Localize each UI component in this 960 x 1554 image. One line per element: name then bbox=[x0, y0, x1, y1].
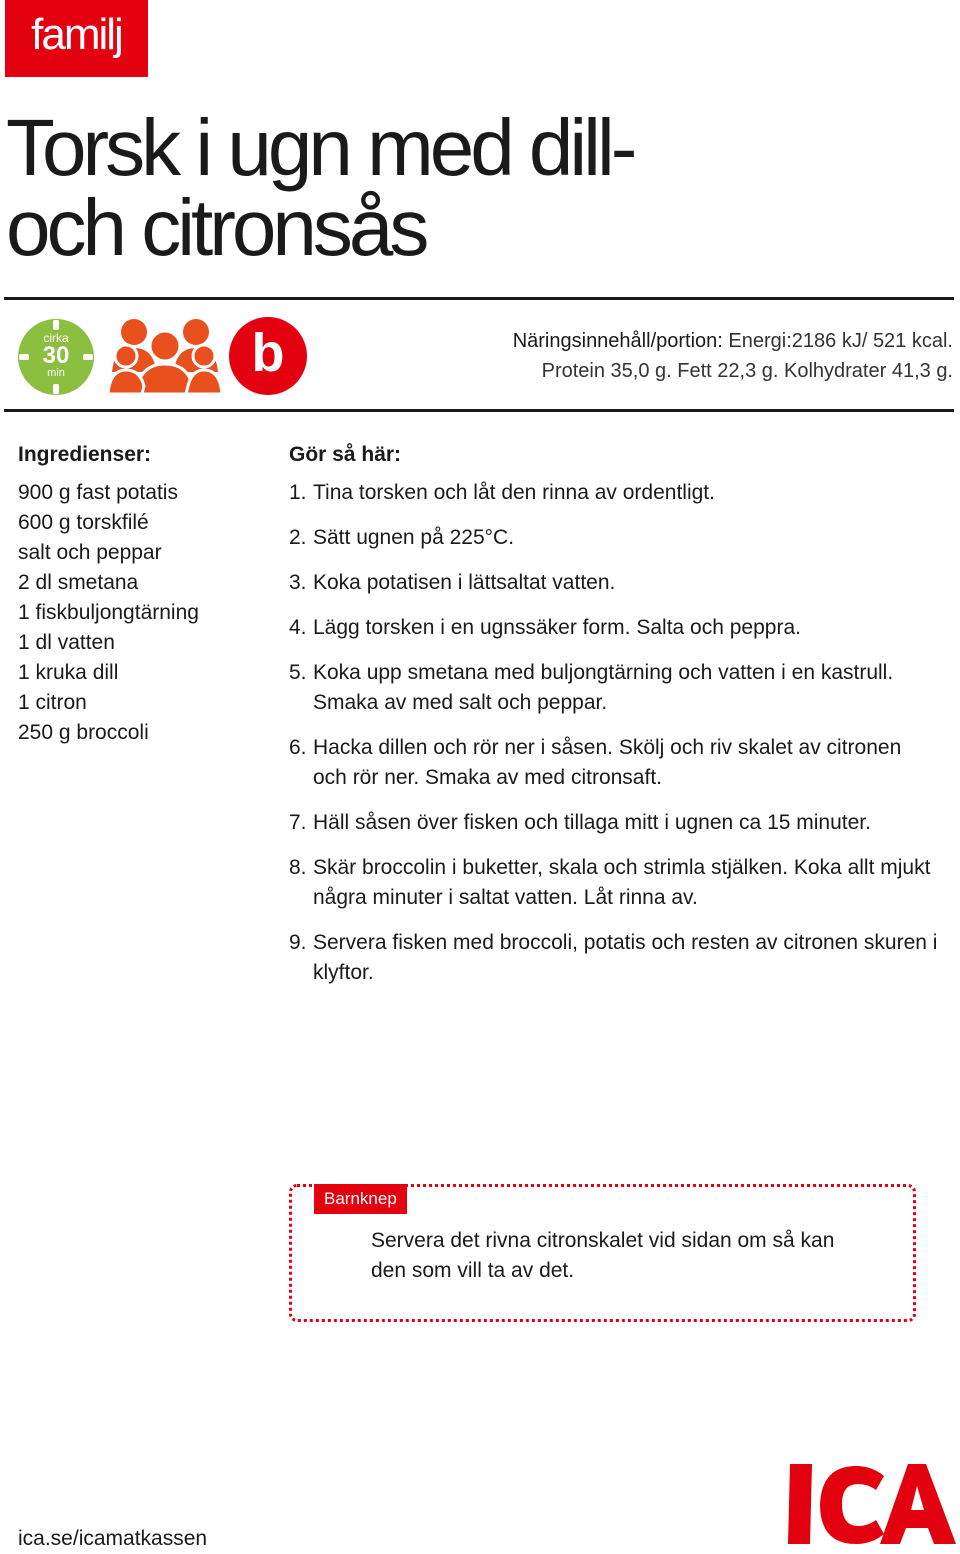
ingredient-item: 2 dl smetana bbox=[18, 571, 139, 594]
divider-top bbox=[4, 297, 954, 300]
instruction-step bbox=[289, 523, 939, 553]
instruction-step bbox=[289, 478, 939, 508]
footer-url[interactable]: ica.se/icamatkassen bbox=[18, 1527, 208, 1550]
nutrition-energy: Energi:2186 kJ/ 521 kcal. bbox=[728, 330, 953, 352]
step-text: Tina torsken och låt den rinna av ordentligt. bbox=[313, 481, 715, 504]
title-line-2: och citronsås bbox=[6, 183, 426, 272]
nutrition-info bbox=[513, 326, 953, 386]
instructions-heading: Gör så här: bbox=[289, 443, 402, 466]
people-icon bbox=[106, 316, 224, 396]
step-number: 4. bbox=[289, 616, 307, 639]
ingredient-item: 1 citron bbox=[18, 691, 87, 714]
step-text: Skär broccolin i buketter, skala och strimla stjälken. Koka allt mjukt några minuter i saltat vatten. Låt rinna av. bbox=[313, 856, 931, 909]
level-badge bbox=[229, 317, 307, 395]
tip-text: Servera det rivna citronskalet vid sidan om så kan den som vill ta av det. bbox=[371, 1229, 835, 1282]
step-number: 7. bbox=[289, 811, 307, 834]
instruction-step bbox=[289, 928, 939, 988]
ingredient-item: 250 g broccoli bbox=[18, 721, 149, 744]
step-number: 5. bbox=[289, 661, 307, 684]
step-text: Hacka dillen och rör ner i såsen. Skölj och riv skalet av citronen och rör ner. Smaka av med citronsaft. bbox=[313, 736, 902, 789]
time-badge bbox=[16, 317, 96, 397]
ingredient-item: salt och peppar bbox=[18, 541, 162, 564]
time-badge-number: 30 bbox=[42, 342, 70, 369]
ingredients-heading: Ingredienser: bbox=[18, 443, 152, 466]
ica-logo-icon bbox=[788, 1458, 956, 1548]
brand-tag: familj bbox=[5, 0, 148, 77]
ingredient-item: 900 g fast potatis bbox=[18, 481, 178, 504]
instruction-step bbox=[289, 658, 939, 718]
step-number: 6. bbox=[289, 736, 307, 759]
step-text: Servera fisken med broccoli, potatis och resten av citronen skuren i klyftor. bbox=[313, 931, 938, 984]
time-badge-top: cirka bbox=[43, 331, 69, 345]
step-number: 9. bbox=[289, 931, 307, 954]
time-badge-unit: min bbox=[47, 367, 65, 379]
instructions-list bbox=[289, 478, 939, 988]
title-line-1: Torsk i ugn med dill- bbox=[6, 103, 634, 192]
step-text: Sätt ugnen på 225°C. bbox=[313, 526, 515, 549]
nutrition-label: Näringsinnehåll/portion: bbox=[512, 330, 723, 352]
step-text: Häll såsen över fisken och tillaga mitt i ugnen ca 15 minuter. bbox=[313, 811, 871, 834]
divider-middle bbox=[4, 409, 954, 412]
ingredients-section bbox=[18, 440, 199, 748]
step-number: 2. bbox=[289, 526, 307, 549]
ingredients-list bbox=[18, 478, 199, 748]
instruction-step bbox=[289, 808, 939, 838]
instruction-step bbox=[289, 568, 939, 598]
level-letter: b bbox=[251, 323, 285, 383]
nutrition-line-2: Protein 35,0 g. Fett 22,3 g. Kolhydrater 41,3 g. bbox=[541, 360, 953, 382]
step-text: Lägg torsken i en ugnssäker form. Salta och peppra. bbox=[313, 616, 801, 639]
step-number: 3. bbox=[289, 571, 307, 594]
step-number: 1. bbox=[289, 481, 307, 504]
recipe-title bbox=[6, 103, 766, 272]
ica-logo bbox=[788, 1458, 956, 1548]
step-number: 8. bbox=[289, 856, 307, 879]
ingredient-item: 1 kruka dill bbox=[18, 661, 119, 684]
instruction-step bbox=[289, 733, 939, 793]
tip-label: Barnknep bbox=[314, 1184, 407, 1214]
ingredient-item: 1 fiskbuljongtärning bbox=[18, 601, 199, 624]
instructions-section bbox=[289, 440, 939, 1003]
instruction-step bbox=[289, 853, 939, 913]
step-text: Koka upp smetana med buljongtärning och vatten i en kastrull. Smaka av med salt och peppar. bbox=[313, 661, 894, 714]
instruction-step bbox=[289, 613, 939, 643]
ingredient-item: 600 g torskfilé bbox=[18, 511, 149, 534]
ingredient-item: 1 dl vatten bbox=[18, 631, 115, 654]
nutrition-line-1 bbox=[513, 326, 953, 356]
step-text: Koka potatisen i lättsaltat vatten. bbox=[313, 571, 616, 594]
